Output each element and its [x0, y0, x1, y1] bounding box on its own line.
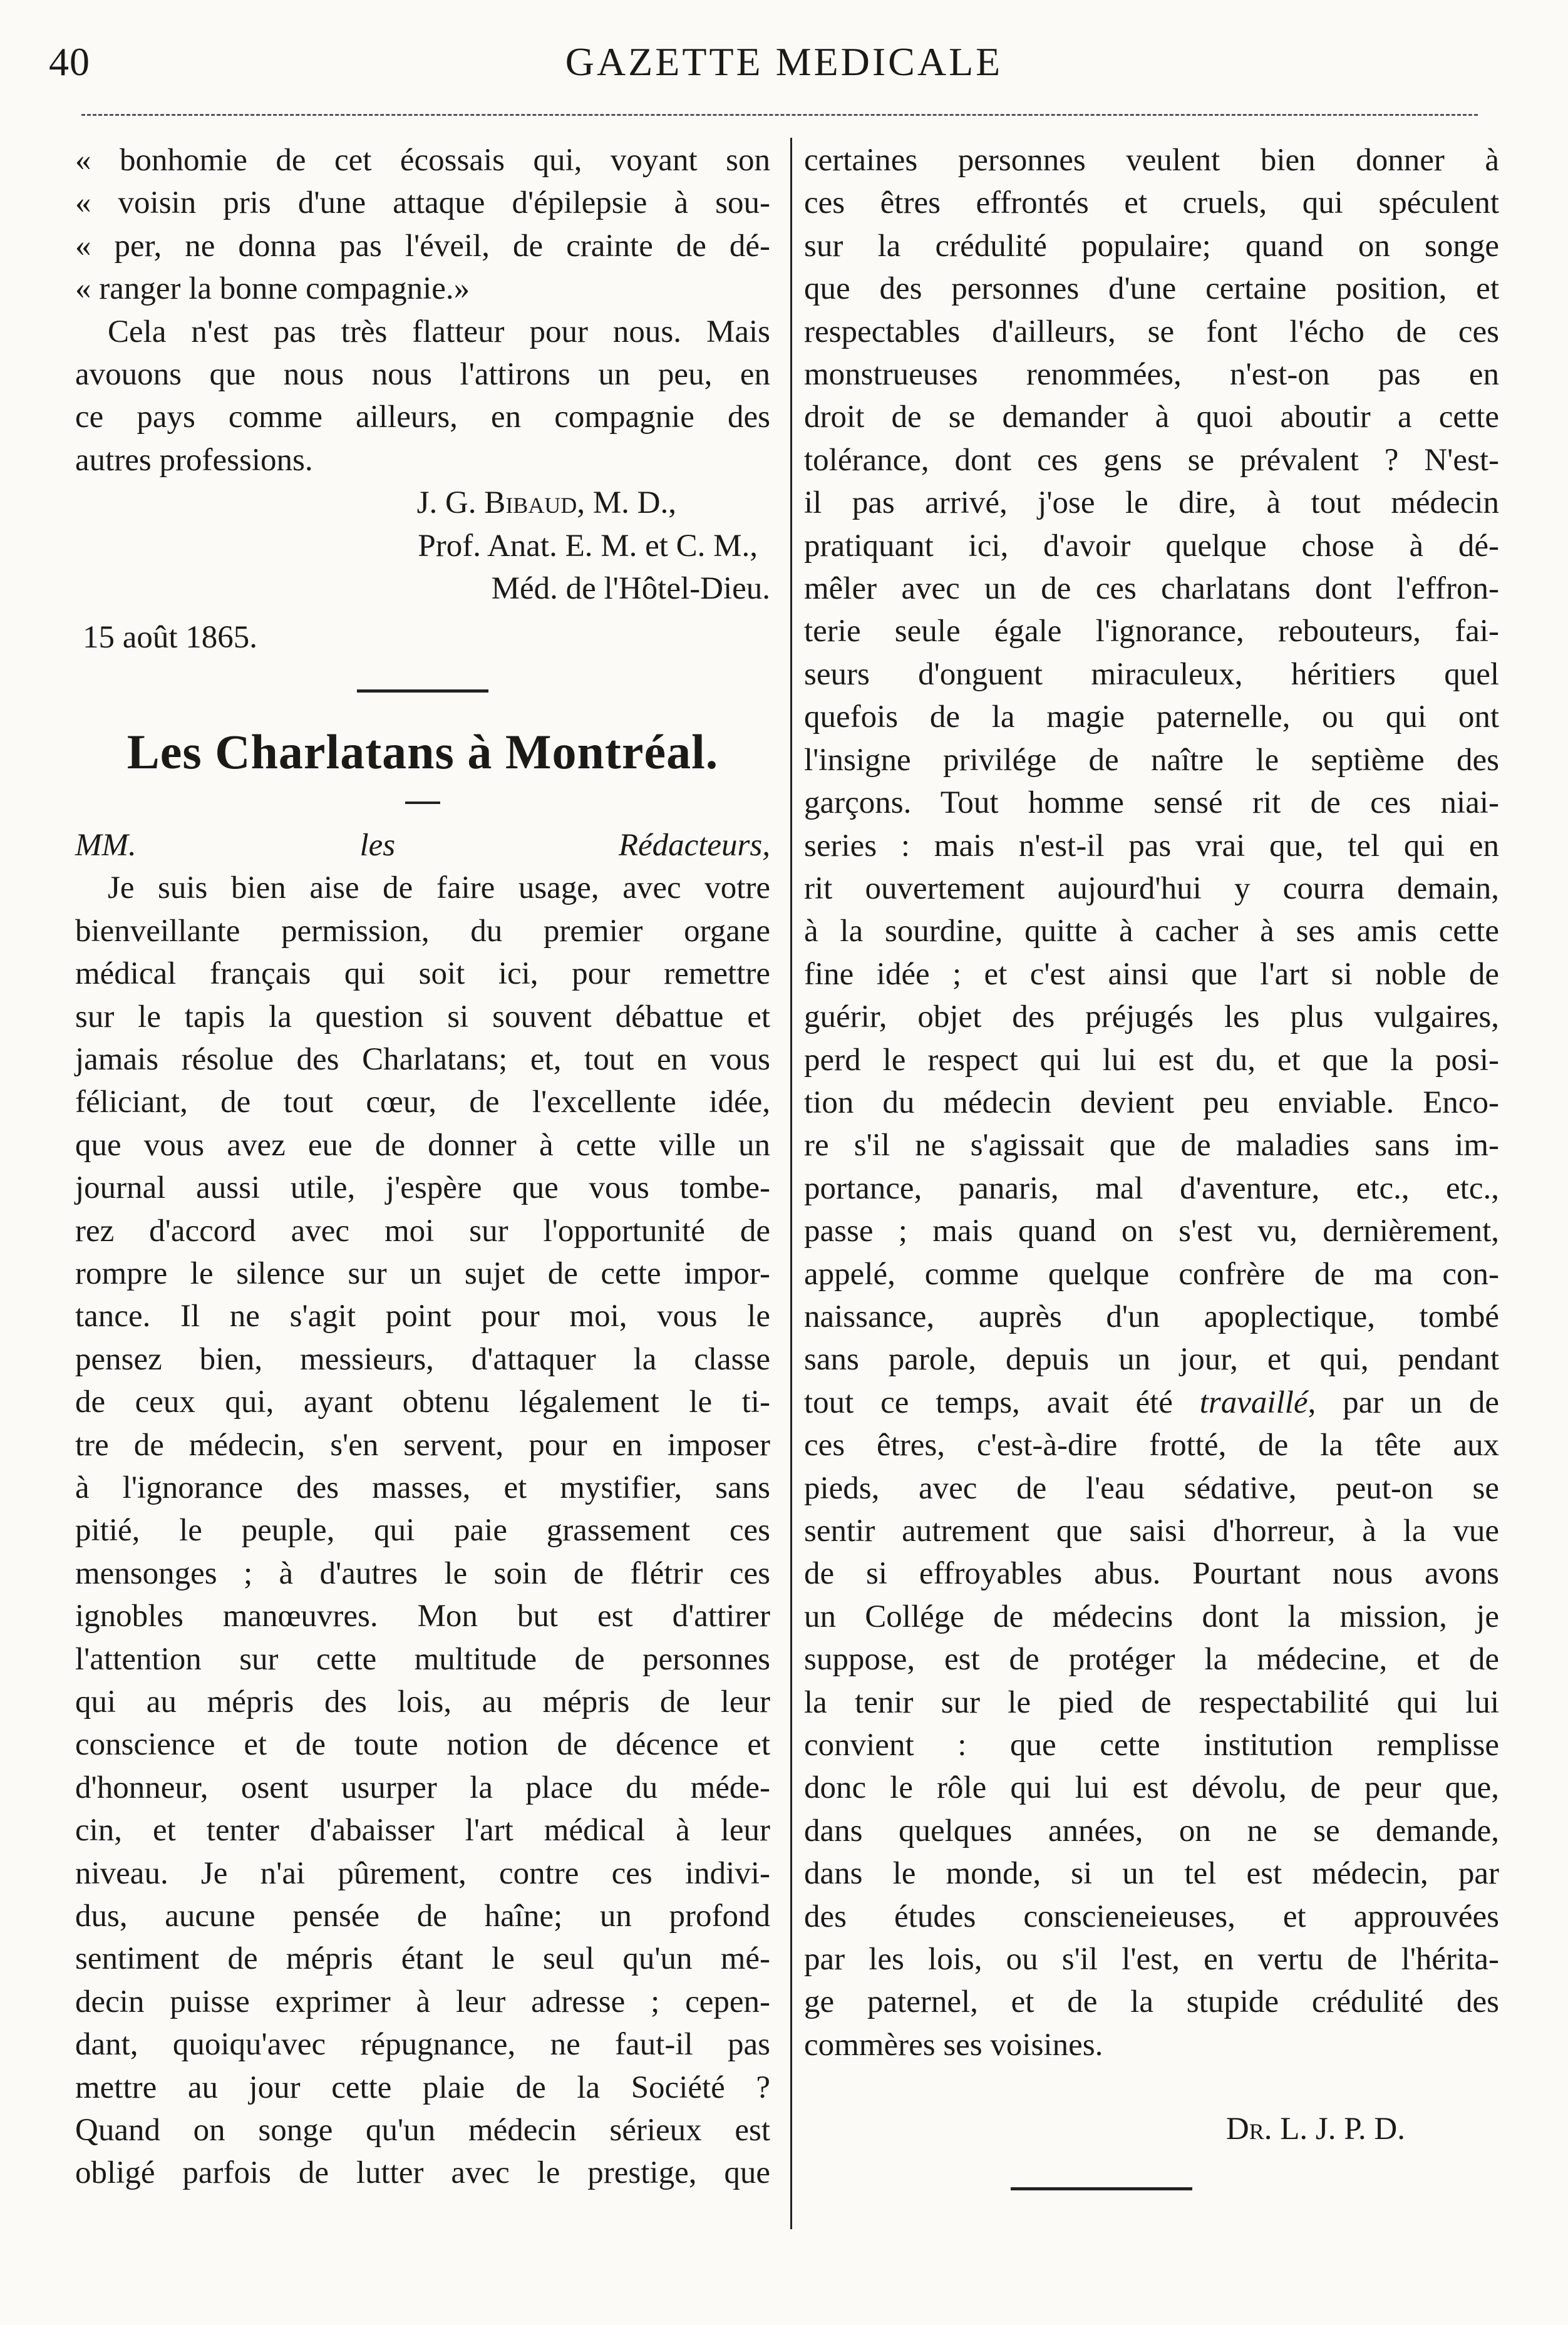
- text-line: la tenir sur le pied de respectabilité qui lui: [804, 1684, 1499, 1720]
- text-line: rompre le silence sur un sujet de cette impor-: [75, 1255, 770, 1291]
- text-line: portance, panaris, mal d'aventure, etc., etc.,: [804, 1170, 1499, 1206]
- article-body-right: [804, 139, 1499, 2066]
- text-line: pratiquant ici, d'avoir quelque chose à dé-: [804, 528, 1499, 564]
- text-line: donc le rôle qui lui est dévolu, de peur que,: [804, 1770, 1499, 1806]
- text-line: « ranger la bonne compagnie.»: [75, 271, 470, 307]
- text-line: Quand on songe qu'un médecin sérieux est: [75, 2113, 770, 2148]
- text-line: respectables d'ailleurs, se font l'écho de ces: [804, 314, 1499, 349]
- closing-remark: [75, 311, 770, 482]
- text-line: ces êtres effrontés et cruels, qui spéculent: [804, 185, 1499, 221]
- article-title: Les Charlatans à Montréal.: [126, 724, 719, 779]
- text-line: pensez bien, messieurs, d'attaquer la classe: [75, 1341, 770, 1377]
- text-line: « voisin pris d'une attaque d'épilepsie à sou-: [75, 185, 770, 221]
- text-line: il pas arrivé, j'ose le dire, à tout médecin: [804, 485, 1499, 521]
- text-line: un Collége de médecins dont la mission, je: [804, 1599, 1499, 1634]
- text-line: conscience et de toute notion de décence et: [75, 1727, 770, 1763]
- quoted-letter-ending: [75, 139, 770, 311]
- text-line: tion du médecin devient peu enviable. Enco-: [804, 1085, 1499, 1120]
- text-line: re s'il ne s'agissait que de maladies sans im-: [804, 1128, 1499, 1163]
- text-line: sentir autrement que saisi d'horreur, à la vue: [804, 1513, 1499, 1549]
- text-line: passe ; mais quand on s'est vu, dernièrement,: [804, 1214, 1499, 1249]
- text-line: autres professions.: [75, 442, 313, 478]
- text-line: cin, et tenter d'abaisser l'art médical à leur: [75, 1813, 770, 1848]
- column-divider: [790, 138, 792, 2229]
- text-line: tolérance, dont ces gens se prévalent ? N'est-: [804, 442, 1499, 478]
- text-line: jamais résolue des Charlatans; et, tout en vous: [75, 1041, 770, 1077]
- text-line: commères ses voisines.: [804, 2027, 1103, 2063]
- text-line: pieds, avec de l'eau sédative, peut-on se: [804, 1470, 1499, 1506]
- text-line: dans quelques années, on ne se demande,: [804, 1813, 1499, 1848]
- text-line: « per, ne donna pas l'éveil, de crainte de dé-: [75, 228, 770, 264]
- text-line: seurs d'onguent miraculeux, héritiers quel: [804, 656, 1499, 692]
- text-line: obligé parfois de lutter avec le prestige, que: [75, 2155, 770, 2191]
- text-line: que des personnes d'une certaine position, et: [804, 271, 1499, 307]
- text-line: perd le respect qui lui est du, et que la posi-: [804, 1042, 1499, 1078]
- left-column: [75, 139, 770, 2195]
- text-line: Je suis bien aise de faire usage, avec votre: [108, 870, 770, 906]
- author-signature: [75, 482, 770, 659]
- text-line: appelé, comme quelque confrère de ma con-: [804, 1256, 1499, 1292]
- text-line: fine idée ; et c'est ainsi que l'art si noble de: [804, 956, 1499, 992]
- end-rule: [1011, 2187, 1192, 2190]
- text-line: à la sourdine, quitte à cacher à ses amis cette: [804, 914, 1499, 949]
- text-line: journal aussi utile, j'espère que vous tombe-: [75, 1170, 770, 1206]
- text-line: rit ouvertement aujourd'hui y courra demain,: [804, 870, 1499, 906]
- text-line: ces êtres, c'est-à-dire frotté, de la tête aux: [804, 1428, 1499, 1463]
- italic-word: travaillé: [1199, 1384, 1308, 1420]
- text-line: Cela n'est pas très flatteur pour nous. Mais: [108, 314, 770, 349]
- running-head: GAZETTE MEDICALE: [565, 39, 1003, 84]
- text-line: l'attention sur cette multitude de personnes: [75, 1641, 770, 1677]
- header-rule: [81, 114, 1478, 116]
- text-line: garçons. Tout homme sensé rit de ces niai-: [804, 785, 1499, 821]
- salutation: MM. les Rédacteurs,: [75, 827, 770, 863]
- text-line: sentiment de mépris étant le seul qu'un mé-: [75, 1941, 770, 1977]
- text-line: series : mais n'est-il pas vrai que, tel qui en: [804, 828, 1499, 863]
- text-line: qui au mépris des lois, au mépris de leur: [75, 1684, 770, 1719]
- text-line: monstrueuses renommées, n'est-on pas en: [804, 357, 1499, 393]
- text-line-italic: tout ce temps, avait été travaillé, par un de: [804, 1384, 1499, 1420]
- text-line: « bonhomie de cet écossais qui, voyant son: [75, 143, 770, 178]
- text-line: par les lois, ou s'il l'est, en vertu de l'hérita-: [804, 1942, 1499, 1977]
- right-column: [804, 139, 1499, 2190]
- text-line: mettre au jour cette plaie de la Société ?: [75, 2070, 770, 2105]
- text-line: suppose, est de protéger la médecine, et de: [804, 1642, 1499, 1678]
- text-line: de si effroyables abus. Pourtant nous avons: [804, 1556, 1499, 1592]
- page-number: 40: [49, 39, 90, 84]
- text-line: quefois de la magie paternelle, ou qui ont: [804, 699, 1499, 735]
- text-line: avouons que nous nous l'attirons un peu, en: [75, 357, 770, 393]
- text-line: de ceux qui, ayant obtenu légalement le ti-: [75, 1384, 770, 1420]
- signature-title: Prof. Anat. E. M. et C. M.,: [418, 528, 758, 564]
- text-line: convient : que cette institution remplisse: [804, 1728, 1499, 1763]
- letter-date: 15 août 1865.: [83, 620, 258, 656]
- text-line: médical français qui soit ici, pour remettre: [75, 956, 770, 992]
- text-line: decin puisse exprimer à leur adresse ; cepen-: [75, 1984, 770, 2019]
- title-dash: [405, 802, 440, 804]
- text-line: ignobles manœuvres. Mon but est d'attirer: [75, 1599, 770, 1634]
- text-line: terie seule égale l'ignorance, rebouteurs, fai-: [804, 614, 1499, 649]
- text-line: sans parole, depuis un jour, et qui, pendant: [804, 1342, 1499, 1378]
- signature-affiliation: Méd. de l'Hôtel-Dieu.: [491, 571, 770, 607]
- text-line: dant, quoiqu'avec répugnance, ne faut-il pas: [75, 2027, 770, 2063]
- text-line: tance. Il ne s'agit point pour moi, vous le: [75, 1299, 770, 1334]
- text-line: mensonges ; à d'autres le soin de flétrir ces: [75, 1555, 770, 1591]
- text-line: niveau. Je n'ai pûrement, contre ces indivi-: [75, 1855, 770, 1891]
- text-line: mêler avec un de ces charlatans dont l'effron-: [804, 571, 1499, 607]
- text-line: bienveillante permission, du premier organe: [75, 913, 770, 949]
- text-line: certaines personnes veulent bien donner à: [804, 143, 1499, 178]
- text-line: guérir, objet des préjugés les plus vulgaires,: [804, 999, 1499, 1035]
- text-line: d'honneur, osent usurper la place du méde-: [75, 1770, 770, 1805]
- text-line: sur le tapis la question si souvent débattue et: [75, 999, 770, 1034]
- text-line: droit de se demander à quoi aboutir a cette: [804, 400, 1499, 435]
- signature-name: J. G. Bibaud, M. D.,: [416, 485, 676, 521]
- text-line: que vous avez eue de donner à cette ville un: [75, 1127, 770, 1163]
- text-line: des études conscieneieuses, et approuvées: [804, 1899, 1499, 1934]
- section-rule: [357, 689, 488, 693]
- text-line: sur la crédulité populaire; quand on songe: [804, 228, 1499, 264]
- text-line: pitié, le peuple, qui paie grassement ces: [75, 1513, 770, 1549]
- text-line: naissance, auprès d'un apoplectique, tombé: [804, 1299, 1499, 1334]
- text-line: tre de médecin, s'en servent, pour en imposer: [75, 1427, 770, 1463]
- article-signature: Dr. L. J. P. D.: [1225, 2111, 1405, 2147]
- text-line: dus, aucune pensée de haîne; un profond: [75, 1899, 770, 1934]
- text-line: ce pays comme ailleurs, en compagnie des: [75, 400, 770, 435]
- text-line: féliciant, de tout cœur, de l'excellente idée,: [75, 1085, 770, 1120]
- text-line: l'insigne privilége de naître le septième des: [804, 742, 1499, 778]
- text-line: rez d'accord avec moi sur l'opportunité de: [75, 1213, 770, 1249]
- text-line: dans le monde, si un tel est médecin, par: [804, 1856, 1499, 1892]
- article-body-left: [75, 867, 770, 2195]
- text-line: à l'ignorance des masses, et mystifier, sans: [75, 1470, 770, 1505]
- text-line: ge paternel, et de la stupide crédulité des: [804, 1984, 1499, 2020]
